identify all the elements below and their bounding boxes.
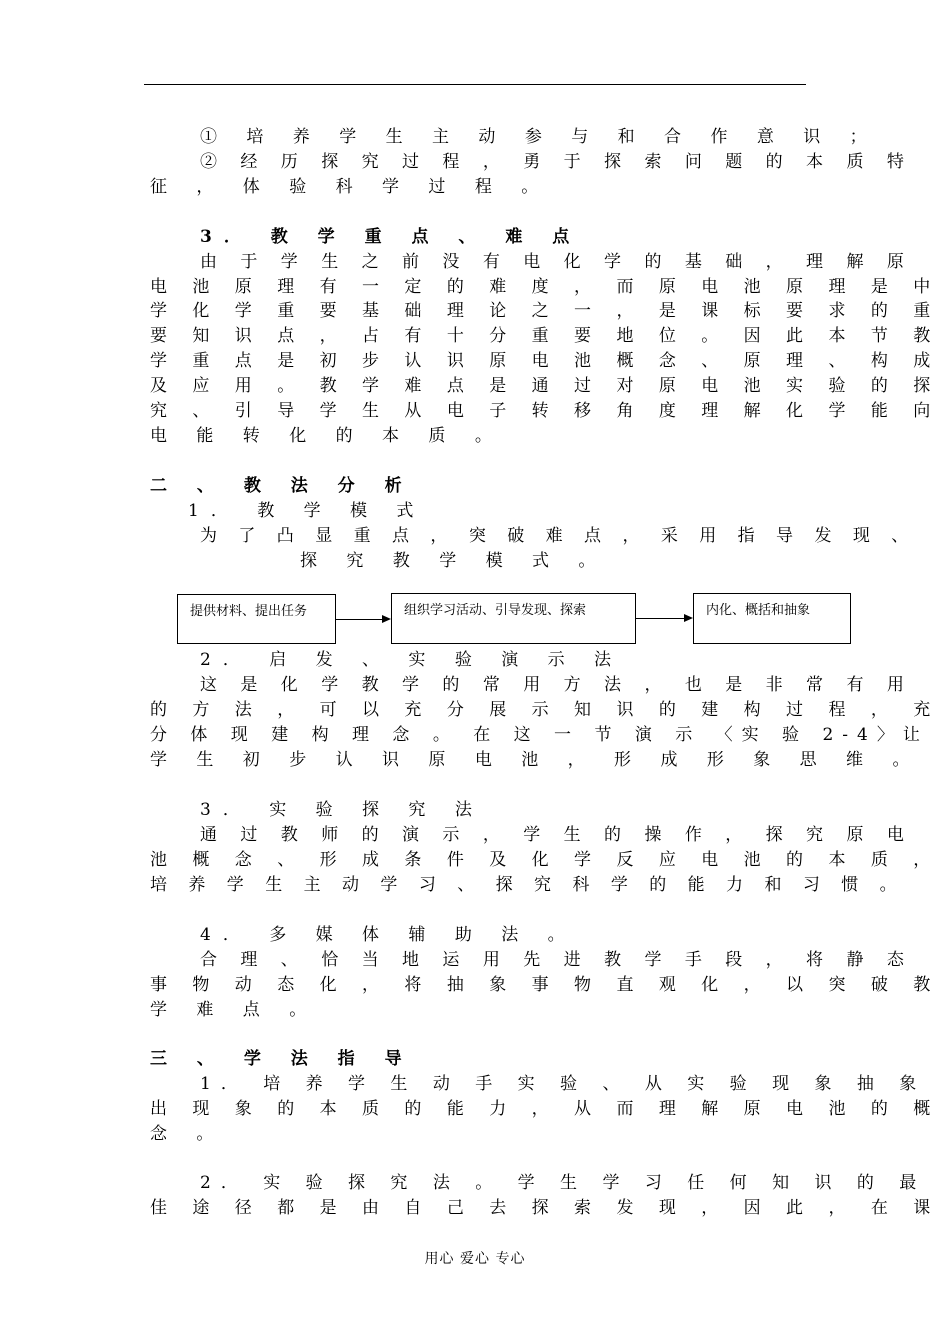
- paragraph-line: 2． 实 验 探 究 法 。 学 生 学 习 任 何 知 识 的 最: [200, 1173, 927, 1193]
- subsection-heading: 4． 多 媒 体 辅 助 法 。: [200, 925, 577, 945]
- subsection-heading: 1． 教 学 模 式: [188, 501, 426, 521]
- page-footer: 用心 爱心 专心: [424, 1251, 526, 1267]
- paragraph-line: 学 重 点 是 初 步 认 识 原 电 池 概 念 、 原 理 、 构 成: [150, 351, 941, 371]
- paragraph-line: 究 、 引 导 学 生 从 电 子 转 移 角 度 理 解 化 学 能 向: [150, 401, 941, 421]
- paragraph-line: 学 生 初 步 认 识 原 电 池 ， 形 成 形 象 思 维 。: [150, 750, 922, 770]
- subsection-heading: 2． 启 发 、 实 验 演 示 法: [200, 650, 624, 670]
- paragraph-line: 由 于 学 生 之 前 没 有 电 化 学 的 基 础 ， 理 解 原: [200, 252, 913, 272]
- paragraph-line: 佳 途 径 都 是 由 自 己 去 探 索 发 现 ， 因 此 ， 在 课: [150, 1198, 941, 1218]
- paragraph-line: 及 应 用 。 教 学 难 点 是 通 过 对 原 电 池 实 验 的 探: [150, 376, 941, 396]
- paragraph-line: 电 池 原 理 有 一 定 的 难 度 ， 而 原 电 池 原 理 是 中: [150, 277, 941, 297]
- objective-line: 征 ， 体 验 科 学 过 程 。: [150, 177, 551, 197]
- flow-arrow: [636, 618, 691, 619]
- paragraph-line: 事 物 动 态 化 ， 将 抽 象 事 物 直 观 化 ， 以 突 破 教: [150, 975, 941, 995]
- paragraph-line: 通 过 教 师 的 演 示 ， 学 生 的 操 作 ， 探 究 原 电: [200, 825, 913, 845]
- paragraph-line: 探 究 教 学 模 式 。: [300, 551, 608, 571]
- paragraph-line: 学 难 点 。: [150, 1000, 319, 1020]
- header-rule: [144, 84, 806, 85]
- paragraph-line: 念 。: [150, 1124, 226, 1144]
- paragraph-line: 出 现 象 的 本 质 的 能 力 ， 从 而 理 解 原 电 池 的 概: [150, 1099, 941, 1119]
- paragraph-line: 这 是 化 学 教 学 的 常 用 方 法 ， 也 是 非 常 有 用: [200, 675, 913, 695]
- paragraph-line: 培 养 学 生 主 动 学 习 、 探 究 科 学 的 能 力 和 习 惯 。: [150, 875, 905, 895]
- flow-box-label: 内化、概括和抽象: [706, 603, 811, 618]
- flow-box-provide-materials: [177, 594, 336, 644]
- objective-line: ② 经 历 探 究 过 程 ， 勇 于 探 索 问 题 的 本 质 特: [200, 152, 913, 172]
- paragraph-line: 合 理 、 恰 当 地 运 用 先 进 教 学 手 段 ， 将 静 态: [200, 950, 913, 970]
- paragraph-line: 1． 培 养 学 生 动 手 实 验 、 从 实 验 现 象 抽 象: [200, 1074, 927, 1094]
- subsection-heading: 3． 实 验 探 究 法: [200, 800, 484, 820]
- objective-line: ① 培 养 学 生 主 动 参 与 和 合 作 意 识 ；: [200, 127, 879, 147]
- flow-box-label: 组织学习活动、引导发现、探索: [404, 603, 587, 618]
- flow-box-organize-activities: [391, 593, 636, 644]
- paragraph-line: 分 体 现 建 构 理 念 。 在 这 一 节 演 示 〈实 验 2-4〉让: [150, 725, 929, 745]
- paragraph-line: 池 概 念 、 形 成 条 件 及 化 学 反 应 电 池 的 本 质 ，: [150, 850, 941, 870]
- part-heading: 三 、 学 法 指 导: [150, 1049, 414, 1069]
- paragraph-line: 的 方 法 ， 可 以 充 分 展 示 知 识 的 建 构 过 程 ， 充: [150, 700, 941, 720]
- paragraph-line: 电 能 转 化 的 本 质 。: [150, 426, 504, 446]
- paragraph-line: 为 了 凸 显 重 点 ， 突 破 难 点 ， 采 用 指 导 发 现 、: [200, 526, 917, 546]
- flow-box-label: 提供材料、提出任务: [190, 604, 308, 619]
- part-heading: 二 、 教 法 分 析: [150, 476, 414, 496]
- paragraph-line: 要 知 识 点 ， 占 有 十 分 重 要 地 位 。 因 此 本 节 教: [150, 326, 941, 346]
- flow-arrow: [336, 619, 389, 620]
- flow-box-internalize: [693, 593, 851, 644]
- section-heading: 3． 教 学 重 点 、 难 点: [200, 227, 582, 247]
- paragraph-line: 学 化 学 重 要 基 础 理 论 之 一 ， 是 课 标 要 求 的 重: [150, 301, 941, 321]
